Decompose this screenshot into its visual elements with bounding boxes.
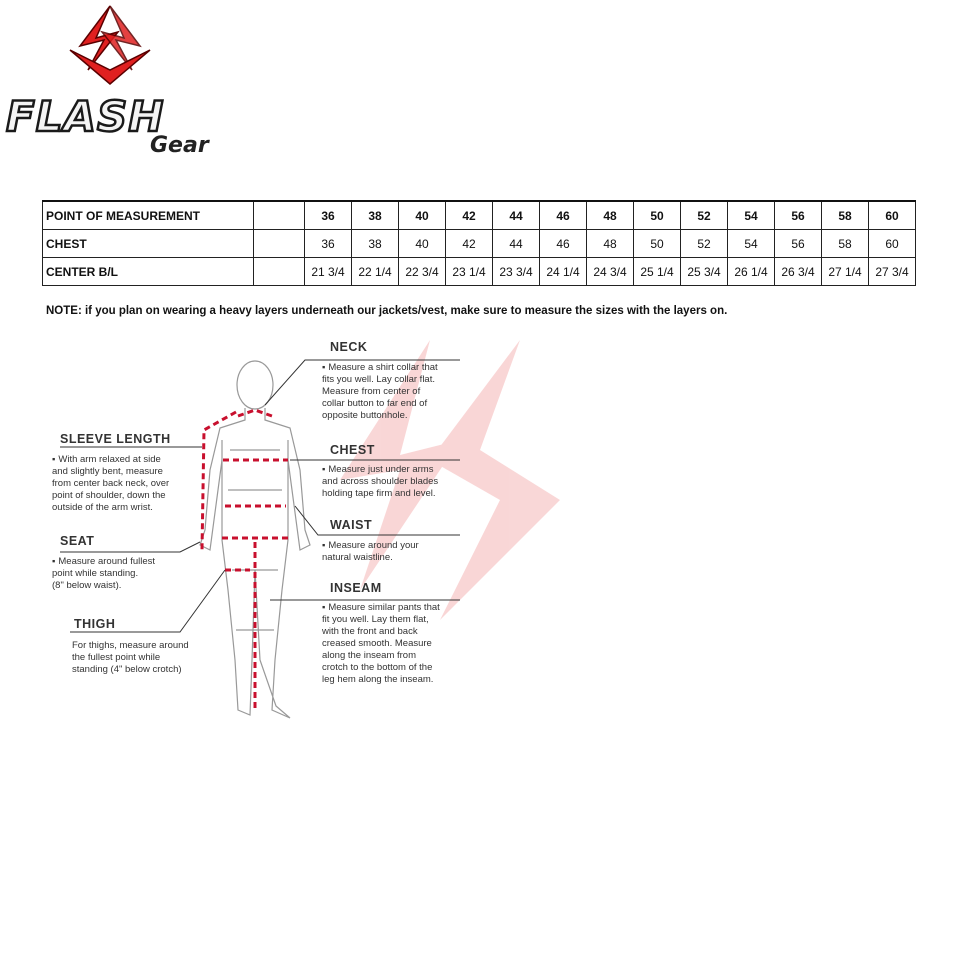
spacer-cell (254, 201, 305, 230)
table-cell: 60 (869, 230, 916, 258)
table-cell: 23 1/4 (446, 258, 493, 286)
table-cell: 38 (352, 201, 399, 230)
table-cell: 36 (305, 230, 352, 258)
table-cell: 52 (681, 201, 728, 230)
table-cell: 44 (493, 201, 540, 230)
chest-title: CHEST (330, 443, 375, 457)
table-cell: 22 1/4 (352, 258, 399, 286)
table-cell: 40 (399, 201, 446, 230)
neck-desc: ▪ Measure a shirt collar that fits you well. Lay collar flat. Measure from center of collar button to far end of opposite buttonhole. (322, 362, 472, 422)
table-cell: 42 (446, 201, 493, 230)
table-cell: 54 (728, 230, 775, 258)
table-cell: 42 (446, 230, 493, 258)
waist-desc: ▪ Measure around your natural waistline. (322, 540, 472, 564)
table-cell: 56 (775, 201, 822, 230)
table-cell: 50 (634, 230, 681, 258)
table-cell: 46 (540, 201, 587, 230)
table-cell: 50 (634, 201, 681, 230)
table-cell: 27 1/4 (822, 258, 869, 286)
row-label: POINT OF MEASUREMENT (43, 201, 254, 230)
table-cell: 48 (587, 230, 634, 258)
seat-title: SEAT (60, 534, 95, 548)
table-cell: 36 (305, 201, 352, 230)
table-cell: 58 (822, 201, 869, 230)
seat-desc: ▪ Measure around fullest point while standing. (8" below waist). (52, 556, 202, 592)
table-cell: 21 3/4 (305, 258, 352, 286)
table-cell: 52 (681, 230, 728, 258)
inseam-title: INSEAM (330, 581, 382, 595)
layering-note: NOTE: if you plan on wearing a heavy layers underneath our jackets/vest, make sure to measure the sizes with the layers on. (46, 305, 728, 317)
table-cell: 24 3/4 (587, 258, 634, 286)
chest-desc: ▪ Measure just under arms and across shoulder blades holding tape firm and level. (322, 464, 472, 500)
brand-name: FLASH (6, 92, 165, 141)
table-header-row (43, 201, 916, 230)
neck-title: NECK (330, 340, 368, 354)
table-cell: 48 (587, 201, 634, 230)
waist-title: WAIST (330, 518, 373, 532)
spacer-cell (254, 258, 305, 286)
row-label: CHEST (43, 230, 254, 258)
inseam-desc: ▪ Measure similar pants that fit you well. Lay them flat, with the front and back creased smooth. Measure along the inseam from crotch to the bottom of the leg hem along the inseam. (322, 602, 477, 686)
table-cell: 22 3/4 (399, 258, 446, 286)
brand-sub: Gear (150, 133, 209, 158)
table-cell: 58 (822, 230, 869, 258)
table-row (43, 230, 916, 258)
table-cell: 60 (869, 201, 916, 230)
sleeve-title: SLEEVE LENGTH (60, 432, 171, 446)
table-cell: 26 3/4 (775, 258, 822, 286)
spacer-cell (254, 230, 305, 258)
sleeve-desc: ▪ With arm relaxed at side and slightly bent, measure from center back neck, over point of shoulder, down the outside of the arm wrist. (52, 454, 202, 514)
table-cell: 23 3/4 (493, 258, 540, 286)
human-figure-icon (40, 330, 600, 750)
table-cell: 54 (728, 201, 775, 230)
table-cell: 24 1/4 (540, 258, 587, 286)
table-cell: 27 3/4 (869, 258, 916, 286)
table-row (43, 258, 916, 286)
row-label: CENTER B/L (43, 258, 254, 286)
table-cell: 40 (399, 230, 446, 258)
table-cell: 26 1/4 (728, 258, 775, 286)
thigh-desc: For thighs, measure around the fullest point while standing (4" below crotch) (72, 640, 189, 675)
table-cell: 44 (493, 230, 540, 258)
measurement-diagram (40, 330, 600, 750)
flash-logo-icon (0, 0, 220, 100)
table-cell: 25 3/4 (681, 258, 728, 286)
table-cell: 38 (352, 230, 399, 258)
table-cell: 46 (540, 230, 587, 258)
size-chart-table (42, 200, 916, 286)
thigh-title: THIGH (74, 617, 116, 631)
table-cell: 25 1/4 (634, 258, 681, 286)
table-cell: 56 (775, 230, 822, 258)
brand-logo (0, 0, 360, 180)
